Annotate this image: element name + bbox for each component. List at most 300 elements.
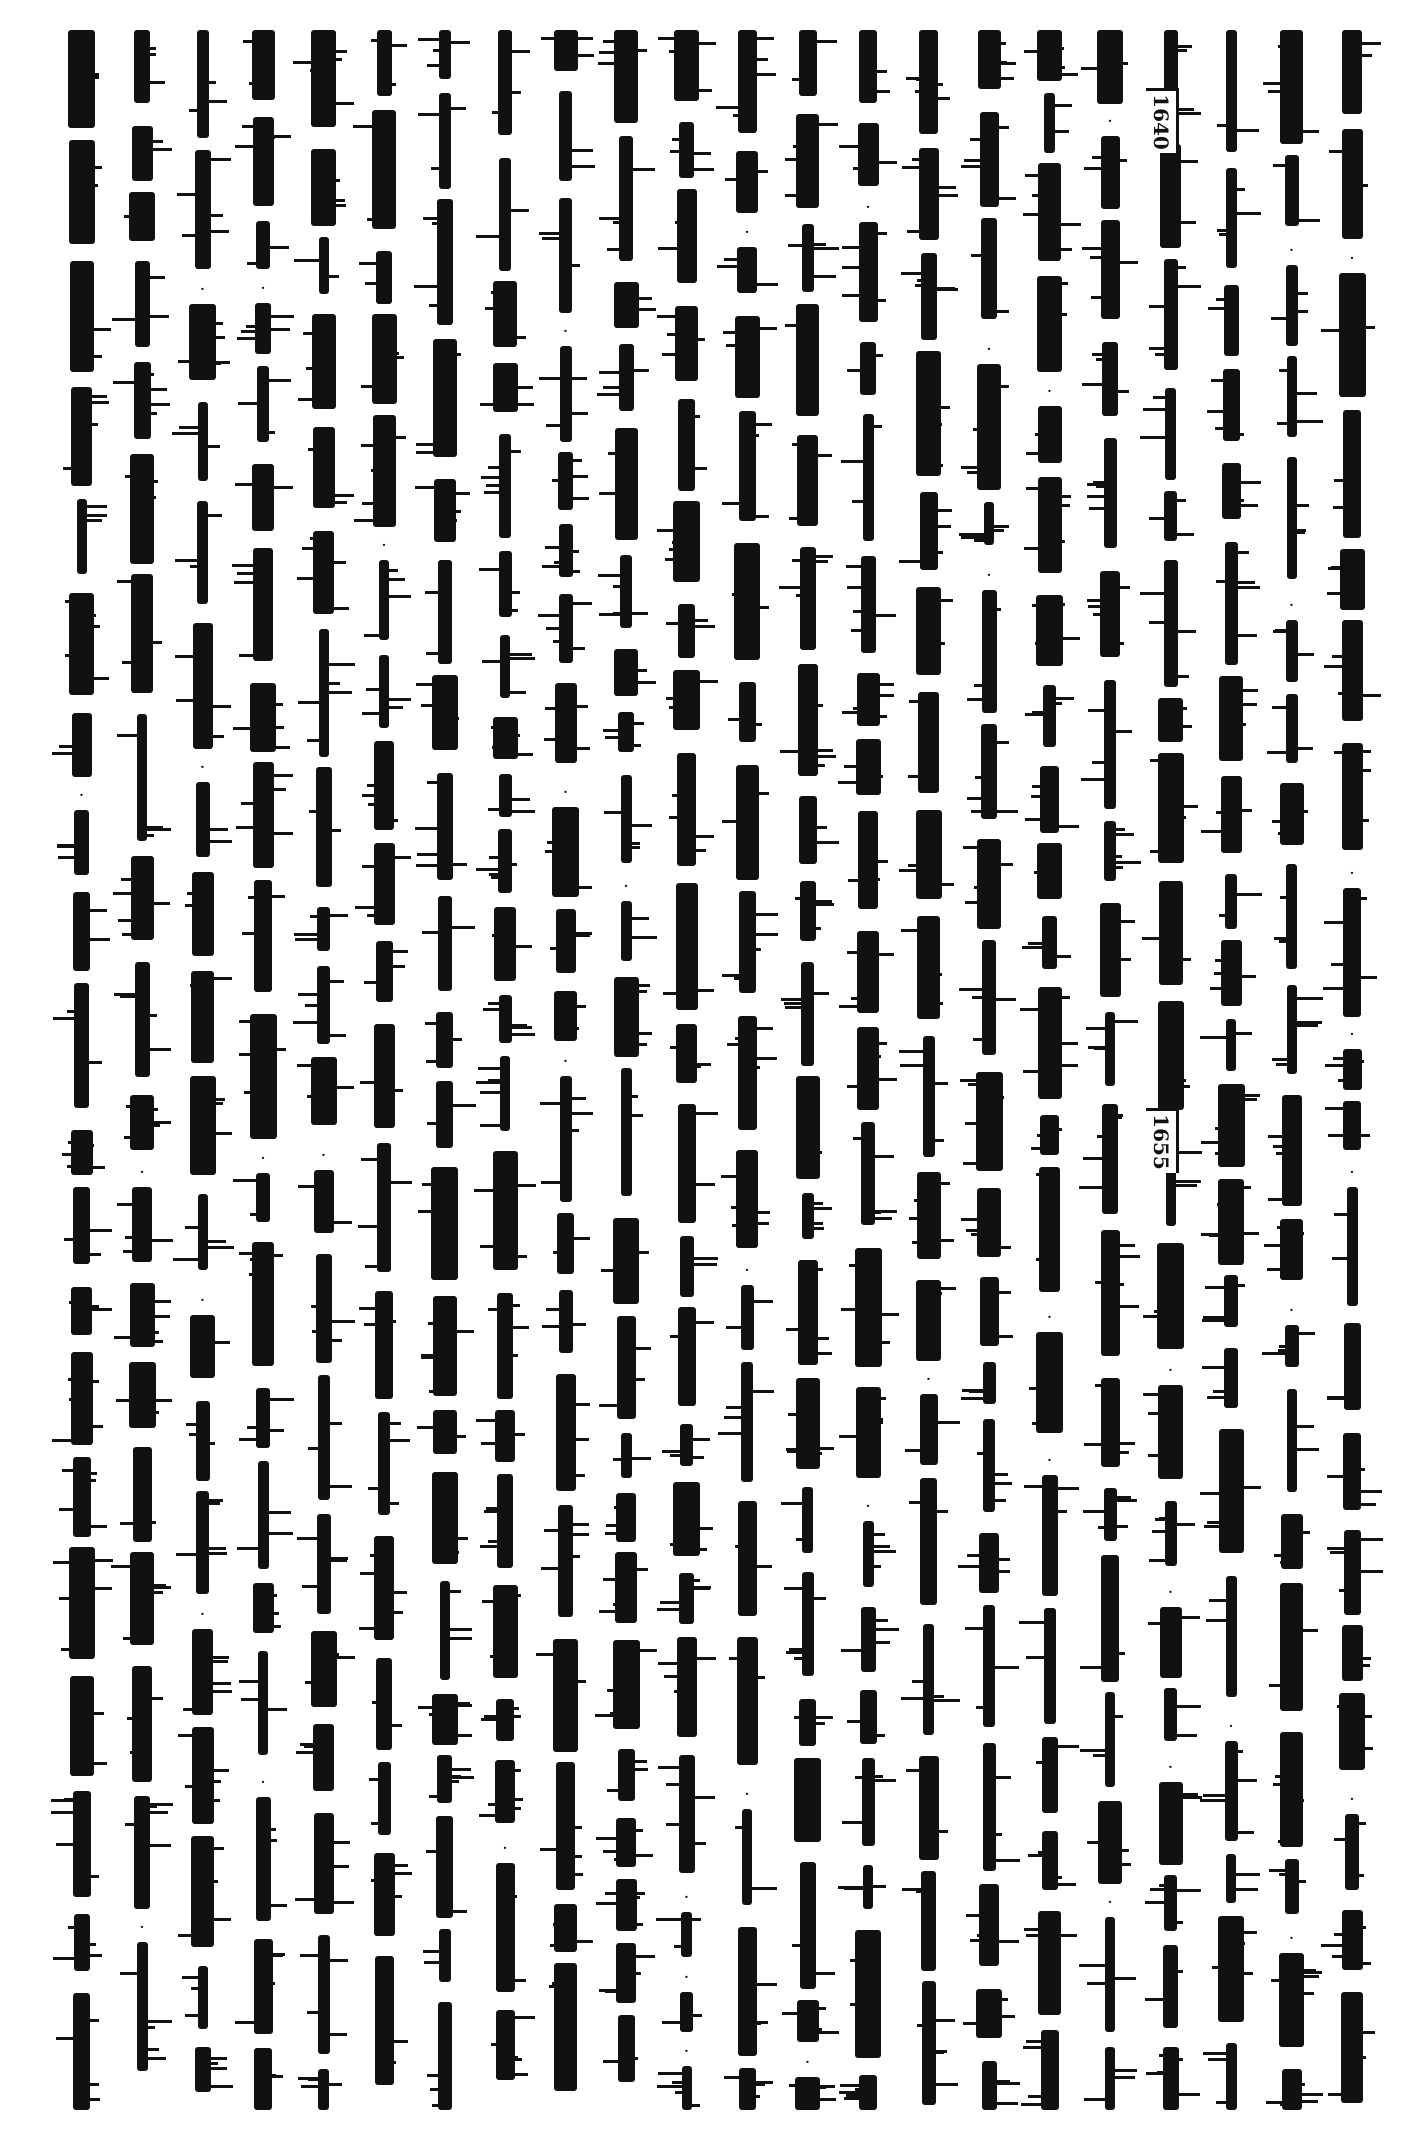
letter-stroke <box>747 606 769 609</box>
letter-stroke <box>1292 504 1309 507</box>
letter-stroke <box>552 1982 566 1985</box>
letter-stroke <box>367 784 384 787</box>
letter-stroke <box>1110 1283 1124 1286</box>
letter-stroke <box>724 258 747 261</box>
letter-stroke <box>539 377 566 380</box>
letter-stroke <box>142 1300 171 1303</box>
word-glyph <box>1279 1953 1304 2047</box>
letter-stroke <box>432 222 445 225</box>
letter-stroke <box>122 933 142 936</box>
letter-stroke <box>1272 1058 1292 1061</box>
letter-stroke <box>249 82 263 85</box>
word-glyph <box>618 1749 635 1801</box>
letter-stroke <box>1096 358 1110 361</box>
letter-stroke <box>808 1268 823 1271</box>
word-glyph <box>1039 1167 1060 1292</box>
word-glyph <box>438 2002 452 2110</box>
punctuation-mark: · <box>744 1260 750 1281</box>
word-glyph <box>193 623 213 749</box>
letter-stroke <box>1327 1475 1352 1478</box>
letter-stroke <box>1279 940 1292 943</box>
letter-stroke <box>855 2088 868 2091</box>
letter-stroke <box>614 94 626 97</box>
letter-stroke <box>246 325 263 328</box>
letter-stroke <box>795 1767 808 1770</box>
word-glyph <box>68 30 95 128</box>
letter-stroke <box>203 100 227 103</box>
letter-stroke <box>808 1337 829 1340</box>
letter-stroke <box>1292 130 1319 133</box>
word-glyph <box>800 1862 816 1989</box>
letter-stroke <box>966 1914 989 1917</box>
letter-stroke <box>599 51 626 54</box>
letter-stroke <box>723 331 747 334</box>
word-glyph <box>1165 1501 1177 1566</box>
letter-stroke <box>233 1179 263 1182</box>
letter-stroke <box>566 459 582 462</box>
word-glyph <box>313 1724 334 1791</box>
word-glyph <box>796 1378 820 1469</box>
letter-stroke <box>1050 504 1070 507</box>
letter-stroke <box>1203 1794 1231 1797</box>
letter-stroke <box>851 629 868 632</box>
punctuation-mark: · <box>260 1148 266 1169</box>
word-glyph <box>198 402 208 481</box>
letter-stroke <box>480 1091 505 1094</box>
letter-stroke <box>235 145 263 148</box>
letter-stroke <box>324 2083 342 2086</box>
letter-stroke <box>422 1183 445 1186</box>
letter-stroke <box>421 704 445 707</box>
word-glyph <box>439 1929 451 1982</box>
letter-stroke <box>68 1378 82 1381</box>
letter-stroke <box>1231 893 1262 896</box>
letter-stroke <box>361 1158 384 1161</box>
letter-stroke <box>747 933 778 936</box>
letter-stroke <box>1081 778 1110 781</box>
letter-stroke <box>540 1102 566 1105</box>
word-glyph <box>677 1637 697 1737</box>
letter-stroke <box>929 2019 955 2022</box>
letter-stroke <box>263 1953 285 1956</box>
word-glyph <box>73 892 90 971</box>
word-glyph <box>1040 766 1059 833</box>
letter-stroke <box>850 1959 868 1962</box>
letter-stroke <box>566 1826 582 1829</box>
letter-stroke <box>1110 1114 1123 1117</box>
letter-stroke <box>371 1822 384 1825</box>
letter-stroke <box>989 529 1004 532</box>
letter-stroke <box>747 1983 777 1986</box>
letter-stroke <box>384 706 403 709</box>
letter-stroke <box>1023 2046 1050 2049</box>
letter-stroke <box>82 395 107 398</box>
word-glyph <box>679 1755 695 1873</box>
letter-stroke <box>445 1330 474 1333</box>
letter-stroke <box>1321 329 1352 332</box>
letter-stroke <box>1028 2095 1050 2098</box>
letter-stroke <box>126 1105 142 1108</box>
letter-stroke <box>626 2057 638 2060</box>
word-glyph <box>379 655 389 728</box>
word-glyph <box>438 896 452 991</box>
letter-stroke <box>566 1533 589 1536</box>
letter-stroke <box>125 475 142 478</box>
letter-stroke <box>868 1042 887 1045</box>
word-glyph <box>314 1170 334 1233</box>
letter-stroke <box>1084 1443 1110 1446</box>
word-glyph <box>797 2000 819 2042</box>
word-glyph <box>1101 1230 1120 1356</box>
letter-stroke <box>599 1989 626 1992</box>
letter-stroke <box>626 168 655 171</box>
word-glyph <box>1342 620 1363 721</box>
letter-stroke <box>868 860 888 863</box>
letter-stroke <box>505 810 535 813</box>
letter-stroke <box>1352 1538 1383 1541</box>
letter-stroke <box>241 1698 263 1701</box>
word-glyph <box>436 1081 453 1148</box>
letter-stroke <box>1352 1664 1370 1667</box>
letter-stroke <box>1202 1319 1231 1322</box>
letter-stroke <box>839 145 868 148</box>
letter-stroke <box>667 333 687 336</box>
letter-stroke <box>263 726 284 729</box>
word-glyph <box>857 931 879 1013</box>
word-glyph <box>797 435 818 526</box>
letter-stroke <box>263 1708 287 1711</box>
letter-stroke <box>480 1545 505 1548</box>
letter-stroke <box>626 1896 640 1899</box>
letter-stroke <box>687 989 714 992</box>
letter-stroke <box>362 865 384 868</box>
letter-stroke <box>263 1612 279 1615</box>
letter-stroke <box>1110 1849 1129 1852</box>
letter-stroke <box>989 998 1016 1001</box>
letter-stroke <box>868 70 887 73</box>
letter-stroke <box>429 304 445 307</box>
punctuation-mark: · <box>1228 1716 1234 1737</box>
letter-stroke <box>324 561 346 564</box>
letter-stroke <box>1231 586 1260 589</box>
letter-stroke <box>58 856 82 859</box>
word-glyph <box>438 560 452 664</box>
letter-stroke <box>82 76 99 79</box>
text-column <box>725 30 769 2110</box>
letter-stroke <box>1352 1490 1382 1493</box>
word-glyph <box>313 531 334 614</box>
letter-stroke <box>546 424 566 427</box>
letter-stroke <box>539 232 566 235</box>
letter-stroke <box>488 1540 505 1543</box>
letter-stroke <box>294 259 324 262</box>
letter-stroke <box>566 1438 589 1441</box>
letter-stroke <box>1171 1970 1183 1973</box>
letter-stroke <box>973 428 989 431</box>
letter-stroke <box>969 1390 989 1393</box>
letter-stroke <box>142 902 170 905</box>
letter-stroke <box>203 214 223 217</box>
text-column <box>907 30 951 2110</box>
letter-stroke <box>263 1982 275 1985</box>
letter-stroke <box>1050 825 1079 828</box>
letter-stroke <box>670 1454 687 1457</box>
letter-stroke <box>1271 1979 1292 1982</box>
letter-stroke <box>384 569 398 572</box>
letter-stroke <box>62 1153 82 1156</box>
word-glyph <box>137 1942 148 2071</box>
letter-stroke <box>421 1356 445 1359</box>
letter-stroke <box>1213 1390 1231 1393</box>
letter-stroke <box>433 719 445 722</box>
letter-stroke <box>303 332 324 335</box>
letter-stroke <box>263 895 285 898</box>
letter-stroke <box>808 243 826 246</box>
letter-stroke <box>370 1554 384 1557</box>
word-glyph <box>1341 1992 1363 2103</box>
letter-stroke <box>912 158 929 161</box>
letter-stroke <box>488 1002 505 1005</box>
letter-stroke <box>687 467 707 470</box>
letter-stroke <box>1110 855 1122 858</box>
letter-stroke <box>1157 2071 1171 2074</box>
letter-stroke <box>1143 1315 1171 1318</box>
letter-stroke <box>1325 1107 1352 1110</box>
letter-stroke <box>626 1095 638 1098</box>
letter-stroke <box>142 315 169 318</box>
word-glyph <box>614 30 638 123</box>
letter-stroke <box>687 1183 715 1186</box>
word-glyph <box>742 1809 752 1905</box>
letter-stroke <box>726 1406 747 1409</box>
letter-stroke <box>1273 164 1292 167</box>
letter-stroke <box>851 997 868 1000</box>
letter-stroke <box>234 581 263 584</box>
letter-stroke <box>1203 1316 1231 1319</box>
letter-stroke <box>1215 959 1231 962</box>
letter-stroke <box>57 845 82 848</box>
letter-stroke <box>1200 1036 1231 1039</box>
letter-stroke <box>142 1586 171 1589</box>
letter-stroke <box>415 827 445 830</box>
letter-stroke <box>721 1175 747 1178</box>
letter-stroke <box>1171 1734 1197 1737</box>
letter-stroke <box>416 683 445 686</box>
letter-stroke <box>971 810 989 813</box>
letter-stroke <box>1292 1992 1314 1995</box>
word-glyph <box>1101 1555 1119 1682</box>
letter-stroke <box>868 1533 885 1536</box>
letter-stroke <box>69 1301 82 1304</box>
letter-stroke <box>722 974 747 977</box>
letter-stroke <box>1035 433 1050 436</box>
letter-stroke <box>505 1354 518 1357</box>
letter-stroke <box>901 929 929 932</box>
letter-stroke <box>384 44 407 47</box>
letter-stroke <box>418 1706 445 1709</box>
letter-stroke <box>51 1811 82 1814</box>
letter-stroke <box>1082 383 1110 386</box>
letter-stroke <box>82 1479 96 1482</box>
letter-stroke <box>788 1413 808 1416</box>
letter-stroke <box>1334 479 1352 482</box>
letter-stroke <box>1149 621 1171 624</box>
letter-stroke <box>367 218 384 221</box>
letter-stroke <box>789 2084 808 2087</box>
word-glyph <box>1340 549 1365 610</box>
letter-stroke <box>117 734 142 737</box>
letter-stroke <box>1087 1841 1110 1844</box>
letter-stroke <box>203 1880 218 1883</box>
letter-stroke <box>358 1225 384 1228</box>
letter-stroke <box>929 406 950 409</box>
letter-stroke <box>566 475 588 478</box>
word-glyph <box>1343 1433 1361 1510</box>
letter-stroke <box>505 691 526 694</box>
punctuation-mark: · <box>1288 1300 1295 1321</box>
word-glyph <box>192 1629 213 1715</box>
letter-stroke <box>626 308 656 311</box>
letter-stroke <box>1292 1021 1322 1024</box>
letter-stroke <box>488 466 505 469</box>
letter-stroke <box>324 1221 352 1224</box>
punctuation-mark: · <box>199 757 206 778</box>
word-glyph <box>1226 168 1237 268</box>
letter-stroke <box>423 217 445 220</box>
letter-stroke <box>1207 410 1231 413</box>
letter-stroke <box>1050 637 1080 640</box>
letter-stroke <box>808 927 821 930</box>
letter-stroke <box>961 1218 989 1221</box>
letter-stroke <box>64 1798 82 1801</box>
word-glyph <box>739 682 756 742</box>
letter-stroke <box>1025 713 1050 716</box>
letter-stroke <box>1200 1799 1231 1802</box>
letter-stroke <box>324 1086 354 1089</box>
letter-stroke <box>384 819 398 822</box>
letter-stroke <box>142 828 171 831</box>
letter-stroke <box>384 1502 399 1505</box>
letter-stroke <box>324 1339 342 1342</box>
letter-stroke <box>1110 390 1129 393</box>
letter-stroke <box>445 107 466 110</box>
letter-stroke <box>1201 1141 1231 1144</box>
letter-stroke <box>601 1269 626 1272</box>
word-glyph <box>676 1024 697 1083</box>
letter-stroke <box>976 1996 989 1999</box>
letter-stroke <box>747 423 772 426</box>
letter-stroke <box>1352 750 1371 753</box>
letter-stroke <box>203 336 225 339</box>
word-glyph <box>738 30 757 133</box>
word-glyph <box>1226 30 1237 152</box>
letter-stroke <box>263 1828 276 1831</box>
letter-stroke <box>309 810 324 813</box>
letter-stroke <box>1292 310 1308 313</box>
letter-stroke <box>1231 581 1255 584</box>
letter-stroke <box>989 42 1006 45</box>
letter-stroke <box>732 593 747 596</box>
letter-stroke <box>672 541 687 544</box>
word-glyph <box>559 1290 573 1353</box>
letter-stroke <box>899 1050 929 1053</box>
letter-stroke <box>781 998 808 1001</box>
letter-stroke <box>542 1325 566 1328</box>
letter-stroke <box>687 89 712 92</box>
letter-stroke <box>735 1545 747 1548</box>
letter-stroke <box>1143 408 1171 411</box>
letter-stroke <box>384 856 411 859</box>
letter-stroke <box>505 403 534 406</box>
letter-stroke <box>660 1601 687 1604</box>
letter-stroke <box>1050 495 1071 498</box>
letter-stroke <box>324 501 347 504</box>
letter-stroke <box>67 1165 82 1168</box>
letter-stroke <box>1211 379 1231 382</box>
letter-stroke <box>626 846 640 849</box>
word-glyph <box>734 543 760 660</box>
letter-stroke <box>182 234 203 237</box>
letter-stroke <box>183 1708 203 1711</box>
letter-stroke <box>1150 759 1171 762</box>
letter-stroke <box>1352 1715 1372 1718</box>
letter-stroke <box>1023 1070 1050 1073</box>
punctuation-mark: · <box>986 565 992 586</box>
letter-stroke <box>1268 1198 1292 1201</box>
letter-stroke <box>418 38 445 41</box>
letter-stroke <box>384 436 406 439</box>
letter-stroke <box>65 600 82 603</box>
letter-stroke <box>604 811 626 814</box>
letter-stroke <box>384 1439 410 1442</box>
letter-stroke <box>1050 66 1065 69</box>
letter-stroke <box>1155 353 1171 356</box>
letter-stroke <box>687 1257 718 1260</box>
letter-stroke <box>747 327 765 330</box>
letter-stroke <box>384 1089 403 1092</box>
letter-stroke <box>1110 1442 1135 1445</box>
letter-stroke <box>536 1653 566 1656</box>
word-glyph <box>1224 285 1239 356</box>
letter-stroke <box>808 764 825 767</box>
punctuation-mark: · <box>78 785 85 806</box>
letter-stroke <box>505 336 526 339</box>
letter-stroke <box>1352 326 1375 329</box>
letter-stroke <box>1171 2093 1200 2096</box>
letter-stroke <box>929 1421 959 1424</box>
letter-stroke <box>1231 1094 1260 1097</box>
letter-stroke <box>308 448 324 451</box>
word-glyph <box>73 1993 90 2110</box>
letter-stroke <box>853 707 868 710</box>
word-glyph <box>319 237 329 294</box>
letter-stroke <box>1331 566 1352 569</box>
letter-stroke <box>963 2022 989 2025</box>
letter-stroke <box>1335 665 1352 668</box>
letter-stroke <box>367 914 384 917</box>
letter-stroke <box>1142 937 1171 940</box>
letter-stroke <box>808 1222 823 1225</box>
letter-stroke <box>929 423 942 426</box>
letter-stroke <box>662 353 687 356</box>
letter-stroke <box>977 1934 989 1937</box>
letter-stroke <box>372 1701 384 1704</box>
letter-stroke <box>626 722 644 725</box>
letter-stroke <box>626 1347 651 1350</box>
letter-stroke <box>263 1625 281 1628</box>
word-glyph <box>494 907 516 981</box>
letter-stroke <box>781 1502 808 1505</box>
